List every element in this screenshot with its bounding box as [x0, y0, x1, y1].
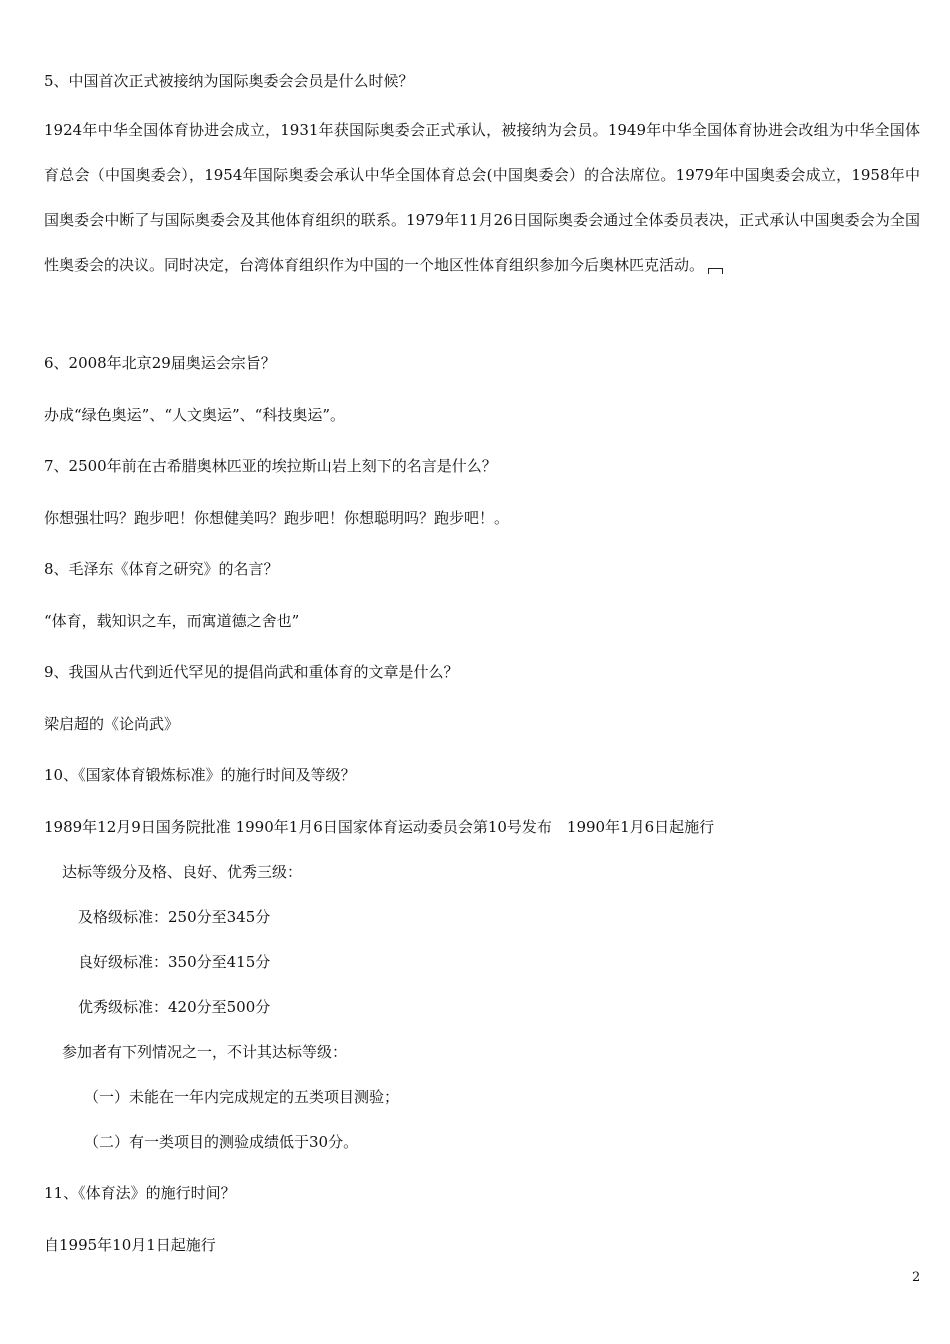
- question-7: 7、2500年前在古希腊奥林匹亚的埃拉斯山岩上刻下的名言是什么？: [44, 457, 497, 475]
- answer-7: 你想强壮吗？跑步吧！你想健美吗？跑步吧！你想聪明吗？跑步吧！。: [44, 509, 510, 527]
- question-6: 6、2008年北京29届奥运会宗旨？: [44, 354, 276, 372]
- page-number: 2: [912, 1270, 921, 1285]
- levels-intro: 达标等级分及格、良好、优秀三级：: [62, 863, 303, 881]
- question-8: 8、毛泽东《体育之研究》的名言？: [44, 560, 279, 578]
- answer-10: 1989年12月9日国务院批准 1990年1月6日国家体育运动委员会第10号发布 1990年1月6日起施行: [44, 818, 715, 836]
- level-good: 良好级标准：350分至415分: [78, 953, 271, 971]
- level-excellent: 优秀级标准：420分至500分: [78, 998, 271, 1016]
- answer-6: 办成“绿色奥运”、“人文奥运”、“科技奥运”。: [44, 406, 346, 424]
- answer-5: [44, 108, 920, 288]
- question-9: 9、我国从古代到近代罕见的提倡尚武和重体育的文章是什么？: [44, 663, 459, 681]
- answer-11: 自1995年10月1日起施行: [44, 1236, 216, 1254]
- exclusion-1: （一）未能在一年内完成规定的五类项目测验；: [84, 1088, 400, 1106]
- answer-5-text: 1924年中华全国体育协进会成立，1931年获国际奥委会正式承认，被接纳为会员。1949年中华全国体育协进会改组为中华全国体育总会（中国奥委会），1954年国际奥委会承认中华全国体育总会(中国奥委会）的合法席位。1979年中国奥委会成立，1958年中国奥委会中断了与国际奥委会及其他体育组织的联系。1979年11月26日国际奥委会通过全体委员表决，正式承认中国奥委会为全国性奥委会的决议。同时决定，台湾体育组织作为中国的一个地区性体育组织参加今后奥林匹克活动。: [44, 121, 920, 274]
- answer-9: 梁启超的《论尚武》: [44, 715, 180, 733]
- exclusion-2: （二）有一类项目的测验成绩低于30分。: [84, 1133, 359, 1151]
- answer-8: “体育，载知识之车，而寓道德之舍也”: [44, 612, 300, 630]
- return-mark-icon: [708, 268, 723, 274]
- level-pass: 及格级标准：250分至345分: [78, 908, 271, 926]
- question-11: 11、《体育法》的施行时间？: [44, 1184, 236, 1202]
- question-5: 5、中国首次正式被接纳为国际奥委会会员是什么时候？: [44, 72, 414, 90]
- exclusion-intro: 参加者有下列情况之一，不计其达标等级：: [62, 1043, 348, 1061]
- question-10: 10、《国家体育锻炼标准》的施行时间及等级？: [44, 766, 356, 784]
